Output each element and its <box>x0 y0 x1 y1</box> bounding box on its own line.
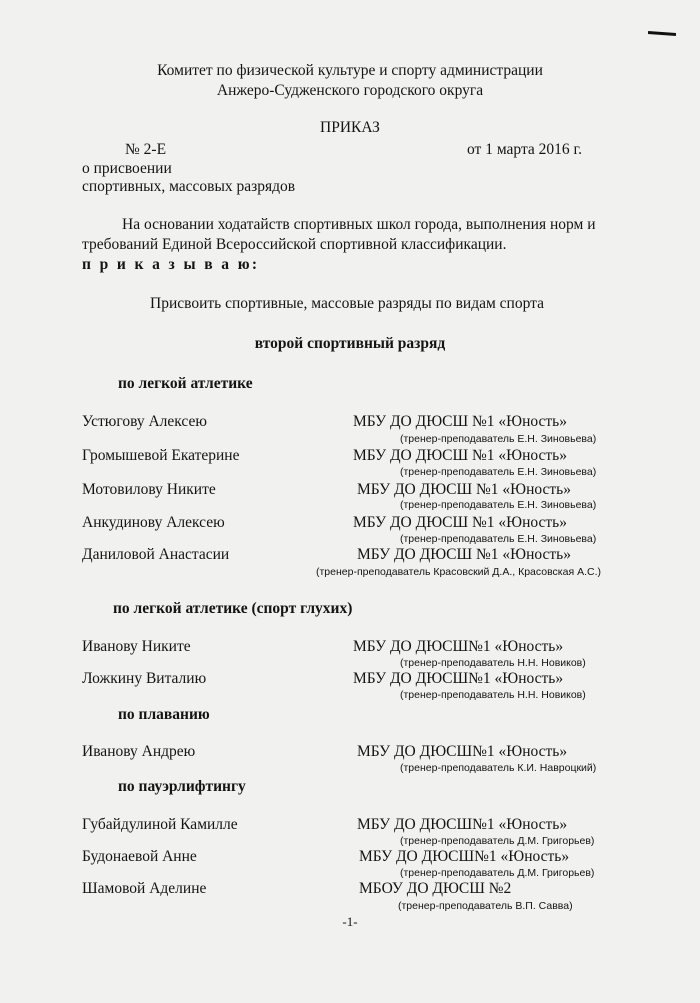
athlete-name: Иванову Никите <box>82 638 191 655</box>
athlete-coach: (тренер-преподаватель Красовский Д.А., Красовская А.С.) <box>316 566 601 578</box>
athlete-coach: (тренер-преподаватель Д.М. Григорьев) <box>400 835 595 847</box>
pen-mark <box>648 31 676 36</box>
athlete-name: Громышевой Екатерине <box>82 447 240 464</box>
org-line-2: Анжеро-Судженского городского округа <box>216 82 484 99</box>
intro-text: Присвоить спортивные, массовые разряды по видам спорта <box>150 295 544 312</box>
athlete-name: Даниловой Анастасии <box>82 546 230 563</box>
athlete-coach: (тренер-преподаватель Е.Н. Зиновьева) <box>400 499 597 511</box>
athlete-coach: (тренер-преподаватель Д.М. Григорьев) <box>400 867 595 879</box>
section-title-deaf-athletics: по легкой атлетике (спорт глухих) <box>113 600 353 617</box>
athlete-school: МБУ ДО ДЮСШ№1 «Юность» <box>359 848 570 865</box>
athlete-coach: (тренер-преподаватель Н.Н. Новиков) <box>400 657 586 669</box>
athlete-name: Анкудинову Алексею <box>82 514 225 531</box>
athlete-school: МБОУ ДО ДЮСШ №2 <box>359 880 512 897</box>
athlete-school: МБУ ДО ДЮСШ№1 «Юность» <box>357 816 568 833</box>
athlete-school: МБУ ДО ДЮСШ №1 «Юность» <box>357 546 571 563</box>
athlete-school: МБУ ДО ДЮСШ№1 «Юность» <box>353 670 564 687</box>
section-title-swimming: по плаванию <box>118 706 210 723</box>
athlete-name: Шамовой Аделине <box>82 880 207 897</box>
subject-line-1: о присвоении <box>82 160 172 177</box>
athlete-school: МБУ ДО ДЮСШ №1 «Юность» <box>357 481 571 498</box>
athlete-name: Будонаевой Анне <box>82 848 197 865</box>
doc-type: ПРИКАЗ <box>320 119 380 136</box>
athlete-name: Устюгову Алексею <box>82 413 207 430</box>
athlete-school: МБУ ДО ДЮСШ №1 «Юность» <box>353 447 567 464</box>
athlete-name: Ложкину Виталию <box>82 670 207 687</box>
rank-heading: второй спортивный разряд <box>254 335 446 352</box>
preamble-line-2: требований Единой Всероссийской спортивной классификации. <box>82 236 507 253</box>
section-title-athletics: по легкой атлетике <box>118 375 253 392</box>
order-number: № 2-Е <box>125 141 167 158</box>
athlete-name: Иванову Андрею <box>82 743 196 760</box>
athlete-name: Губайдулиной Камилле <box>82 816 238 833</box>
athlete-coach: (тренер-преподаватель Е.Н. Зиновьева) <box>400 433 597 445</box>
section-title-powerlifting: по пауэрлифтингу <box>118 778 246 795</box>
athlete-coach: (тренер-преподаватель Н.Н. Новиков) <box>400 689 586 701</box>
athlete-coach: (тренер-преподаватель К.И. Навроцкий) <box>400 762 597 774</box>
athlete-coach: (тренер-преподаватель Е.Н. Зиновьева) <box>400 466 597 478</box>
athlete-school: МБУ ДО ДЮСШ №1 «Юность» <box>353 413 567 430</box>
athlete-coach: (тренер-преподаватель В.П. Савва) <box>398 900 573 912</box>
athlete-school: МБУ ДО ДЮСШ№1 «Юность» <box>357 743 568 760</box>
athlete-school: МБУ ДО ДЮСШ №1 «Юность» <box>353 514 567 531</box>
order-word: п р и к а з ы в а ю: <box>82 256 260 273</box>
preamble-line-1: На основании ходатайств спортивных школ города, выполнения норм и <box>122 216 596 233</box>
athlete-coach: (тренер-преподаватель Е.Н. Зиновьева) <box>400 533 597 545</box>
order-date: от 1 марта 2016 г. <box>467 141 583 158</box>
org-line-1: Комитет по физической культуре и спорту администрации <box>157 62 543 79</box>
subject-line-2: спортивных, массовых разрядов <box>82 178 296 195</box>
athlete-school: МБУ ДО ДЮСШ№1 «Юность» <box>353 638 564 655</box>
page-number: -1- <box>342 914 358 929</box>
athlete-name: Мотовилову Никите <box>82 481 216 498</box>
